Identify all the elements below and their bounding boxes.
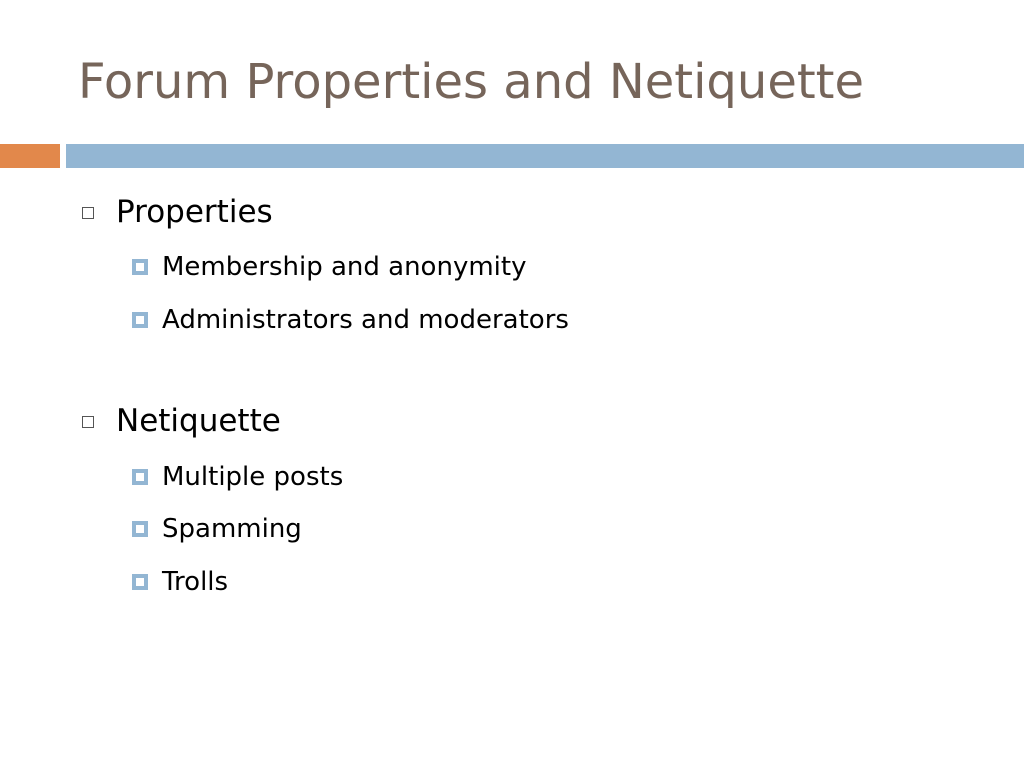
section-heading-properties: Properties xyxy=(116,194,273,230)
list-item: Membership and anonymity xyxy=(162,252,527,282)
section-heading-netiquette: Netiquette xyxy=(116,403,281,439)
filled-square-bullet-icon xyxy=(132,574,148,590)
filled-square-bullet-icon xyxy=(132,259,148,275)
list-item: Spamming xyxy=(162,514,302,544)
slide-title: Forum Properties and Netiquette xyxy=(78,54,865,110)
filled-square-bullet-icon xyxy=(132,521,148,537)
list-item: Administrators and moderators xyxy=(162,305,569,335)
list-item: Trolls xyxy=(162,567,229,597)
list-item: Multiple posts xyxy=(162,462,344,492)
square-bullet-icon xyxy=(82,207,94,219)
filled-square-bullet-icon xyxy=(132,469,148,485)
square-bullet-icon xyxy=(82,416,94,428)
filled-square-bullet-icon xyxy=(132,312,148,328)
